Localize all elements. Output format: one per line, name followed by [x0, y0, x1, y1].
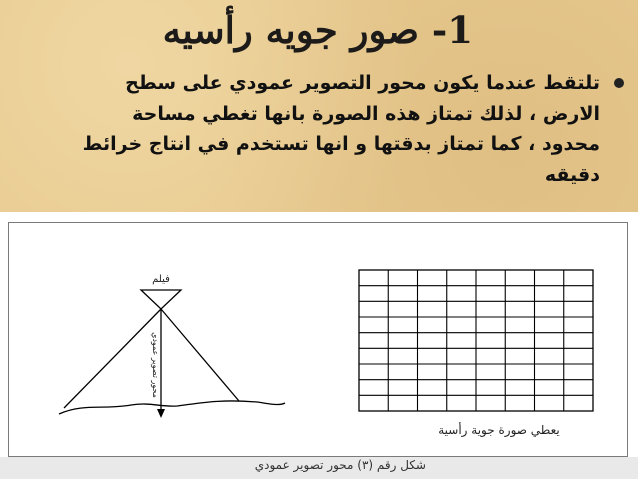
axis-label: محور تصوير عمودي — [151, 332, 160, 398]
bullet-line-4: دقيقه — [544, 163, 600, 186]
figure-caption: شكل رقم (٣) محور تصوير عمودي — [254, 458, 426, 472]
slide-title: 1- صور جويه رأسيه — [162, 8, 473, 52]
bullet-line-3: محدود ، كما تمتاز بدقتها و انها تستخدم في انتاج خرائط — [82, 133, 600, 155]
aerial-photo-grid — [359, 270, 593, 411]
view-line-right — [161, 309, 239, 401]
axis-arrowhead — [157, 409, 165, 418]
ground-line — [59, 401, 285, 414]
bullet-icon — [614, 78, 624, 88]
film-label: فيلم — [152, 274, 170, 285]
view-line-left — [64, 309, 161, 408]
film-triangle — [141, 290, 181, 309]
figure-area — [0, 212, 638, 479]
figure-drawing — [9, 223, 627, 456]
title-area — [0, 0, 638, 212]
grid-label: يعطي صورة جوية رأسية — [438, 423, 560, 437]
caption-strip — [0, 457, 638, 479]
figure-frame — [8, 222, 628, 457]
bullet-paragraph — [30, 68, 600, 190]
bullet-line-1: تلتقط عندما يكون محور التصوير عمودي على سطح — [125, 72, 600, 94]
bullet-line-2: الارض ، لذلك تمتاز هذه الصورة بانها تغطي مساحة — [132, 102, 600, 125]
